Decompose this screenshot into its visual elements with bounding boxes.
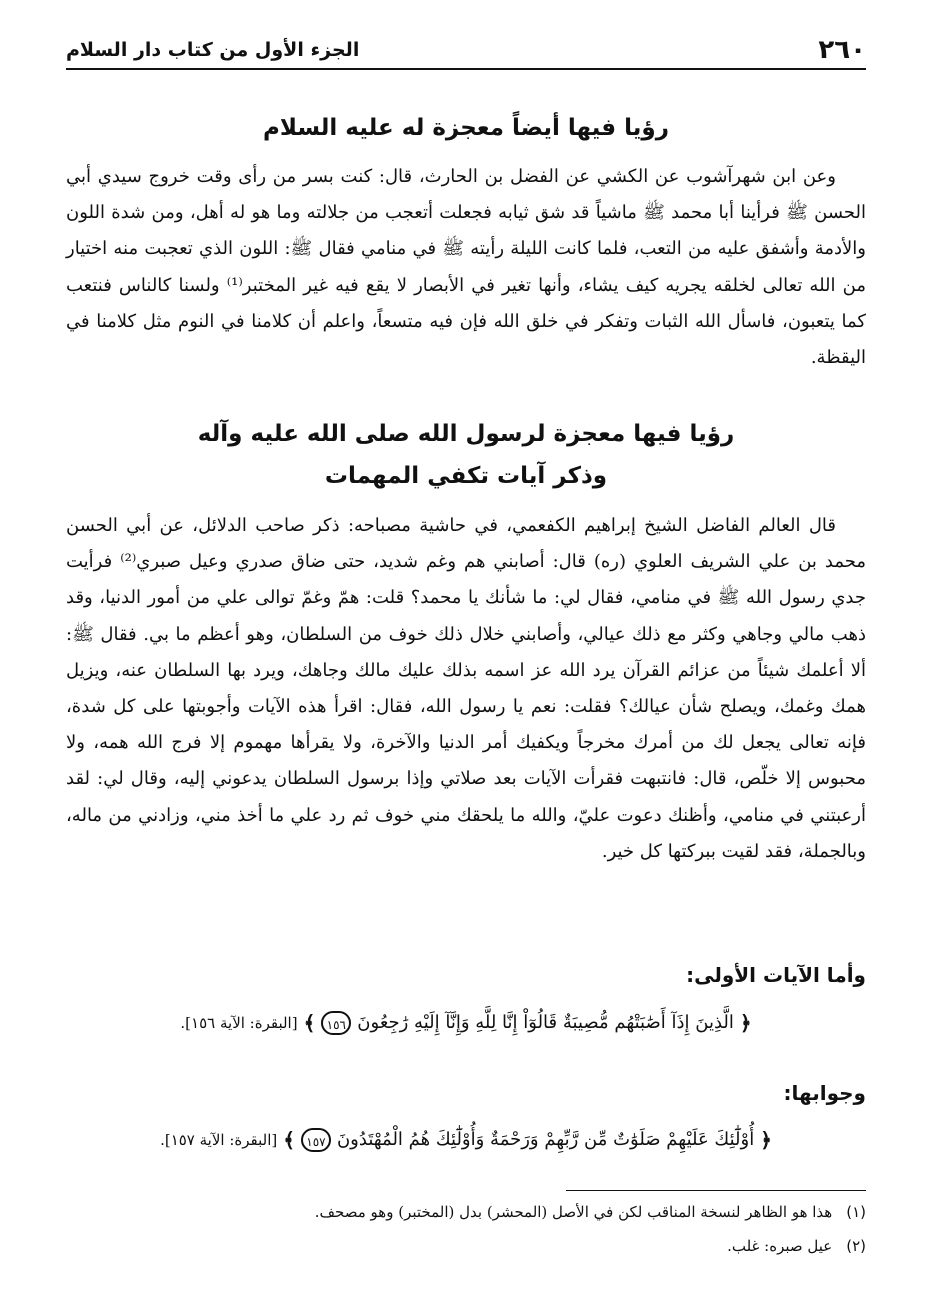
- first-verse-reference: [البقرة: الآية ١٥٦].: [180, 1014, 298, 1032]
- verse-bracket-close: ﴾: [303, 1011, 316, 1035]
- verse-bracket-open: ﴿: [739, 1011, 752, 1035]
- second-verse: [66, 1125, 866, 1155]
- ayah-number-mark: ١٥٦: [321, 1011, 351, 1035]
- footnote-text: هذا هو الظاهر لنسخة المناقب لكن في الأصل (المحشر) بدل (المختبر) وهو مصحف.: [314, 1203, 833, 1221]
- answer-heading: وجوابها:: [783, 1081, 866, 1105]
- section-2-title-line-2: وذكر آيات تكفي المهمات: [324, 463, 608, 489]
- section-2-body: [66, 508, 866, 870]
- page-header: [66, 32, 866, 70]
- footnote-number: (١): [846, 1203, 866, 1221]
- footnote-1: [66, 1200, 866, 1224]
- book-page: [66, 0, 866, 1307]
- section-1-paragraph: وعن ابن شهرآشوب عن الكشي عن الفضل بن الحارث، قال: كنت بسر من رأى وقت خروج سيدي أبي الحسن ﷺ فرأينا أبا محمد ﷺ ماشياً قد شق ثيابه فجعلت أتعجب من جلالته وما هو له أهل، ومن شدة اللون والأدمة وأشفق عليه من التعب، فلما كانت الليلة رأيته ﷺ في منامي فقال ﷺ: اللون الذي تعجبت منه اختيار من الله تعالى لخلقه يجريه كيف يشاء، وأنها تغير في الأبصار لا يقع فيه غير المختبر⁽¹⁾ ولسنا كالناس فنتعب كما يتعبون، فاسأل الله الثبات وتفكر في خلق الله فإن فيه متسعاً، واعلم أن كلامنا في النوم مثل كلامنا في اليقظة.: [66, 166, 866, 369]
- first-verse: [66, 1008, 866, 1038]
- section-1-title: رؤيا فيها أيضاً معجزة له عليه السلام: [263, 115, 669, 141]
- footnote-text: عيل صبره: غلب.: [727, 1237, 833, 1255]
- footnote-number: (٢): [846, 1237, 866, 1255]
- section-1-body: [66, 159, 866, 376]
- first-verses-heading: وأما الآيات الأولى:: [686, 963, 866, 987]
- first-verse-text: الَّذِينَ إِذَآ أَصَٰبَتْهُم مُّصِيبَةٌ قَالُوٓاْ إِنَّا لِلَّهِ وَإِنَّآ إِلَيْهِ رَٰجِعُونَ: [357, 1012, 734, 1033]
- second-verse-text: أُوْلَٰٓئِكَ عَلَيْهِمْ صَلَوَٰتٌ مِّن رَّبِّهِمْ وَرَحْمَةٌ وَأُوْلَٰٓئِكَ هُمُ الْمُهْتَدُونَ: [336, 1129, 755, 1150]
- ayah-number-mark: ١٥٧: [301, 1128, 331, 1152]
- verse-bracket-close: ﴾: [283, 1128, 295, 1152]
- page-number: ٢٦٠: [818, 35, 866, 65]
- section-2-paragraph: قال العالم الفاضل الشيخ إبراهيم الكفعمي، في حاشية مصباحه: ذكر صاحب الدلائل، عن أبي الحسن محمد بن علي الشريف العلوي (ره) قال: أصابني هم وغم شديد، حتى ضاق صدري وعيل صبري⁽²⁾ فرأيت جدي رسول الله ﷺ في منامي، فقال لي: ما شأنك يا محمد؟ قلت: همّ وغمّ توالى علي من أمور الدنيا، وقد ذهب مالي وجاهي وكثر مع ذلك عيالي، وأصابني خلال ذلك خوف من السلطان، وهو أعظم ما بي. فقال ﷺ: ألا أعلمك شيئاً من عزائم القرآن يرد الله عز اسمه بذلك عليك مالك وجاهك، ويرد بها السلطان عنه، ويزيل همك وغمك، ويصلح شأن عيالك؟ فقلت: نعم يا رسول الله، فقال: اقرأ هذه الآيات وأجوبتها على كل شدة، فإنه تعالى يجعل لك من أمرك مخرجاً ويكفيك أمر الدنيا والآخرة، ولا يقرأها مهموم إلا فرج الله همه، ولا محبوس إلا خلّص، قال: فانتبهت فقرأت الآيات بعد صلاتي وإذا برسول السلطان يدعوني إليه، وقال لي: لقد أرعبتني في منامي، وأظنك دعوت عليّ، والله ما يلحقك مني خوف ثم رد علي ما أخذ مني، وزادني من ماله، وبالجملة، فقد لقيت ببركتها كل خير.: [66, 515, 866, 862]
- second-verse-reference: [البقرة: الآية ١٥٧].: [160, 1131, 278, 1149]
- verse-bracket-open: ﴿: [760, 1128, 772, 1152]
- footnote-divider: [566, 1190, 866, 1191]
- section-2-title-line-1: رؤيا فيها معجزة لرسول الله صلى الله عليه وآله: [197, 421, 735, 447]
- running-title: الجزء الأول من كتاب دار السلام: [66, 39, 360, 61]
- footnote-2: [66, 1234, 866, 1258]
